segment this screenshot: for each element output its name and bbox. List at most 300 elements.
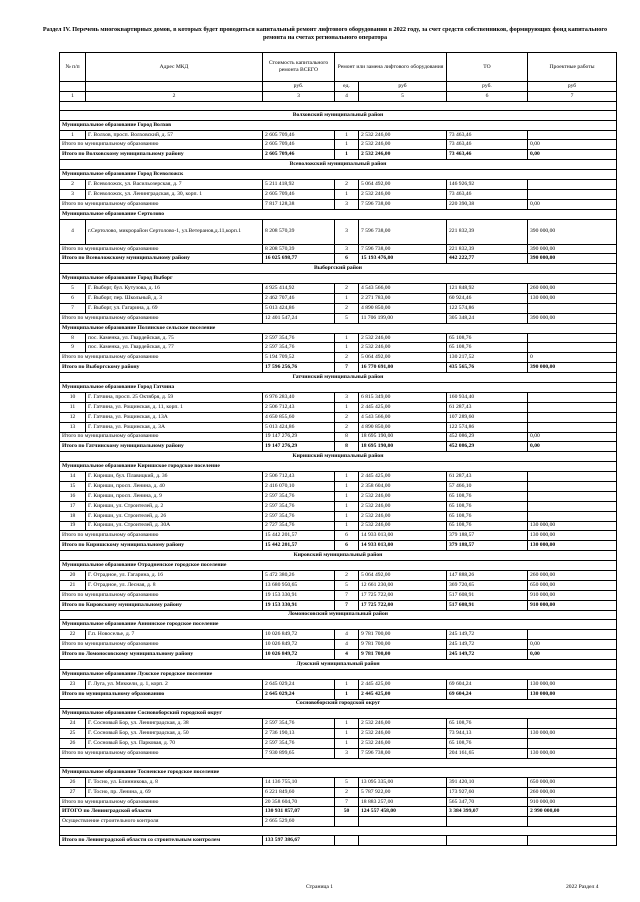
row-units: 5 xyxy=(335,580,359,590)
region-row xyxy=(60,659,617,669)
row-to: 65 108,76 xyxy=(447,739,528,749)
row-number: 15 xyxy=(60,481,86,491)
row-number: 10 xyxy=(60,392,86,402)
blank-cell xyxy=(60,827,617,836)
table-row xyxy=(60,180,617,190)
row-design: 260 000,00 xyxy=(528,284,617,294)
region-name: Киришский муниципальный район xyxy=(60,452,617,462)
row-design xyxy=(528,180,617,190)
total-row xyxy=(60,817,617,827)
row-number: 6 xyxy=(60,294,86,304)
total-cost: 8 208 570,39 xyxy=(263,244,335,254)
table-row xyxy=(60,130,617,140)
row-number: 5 xyxy=(60,284,86,294)
total-cost: 19 147 276,29 xyxy=(263,432,335,442)
total-to: 220 390,38 xyxy=(447,199,528,209)
total-to: 221 832,39 xyxy=(447,244,528,254)
total-row xyxy=(60,650,617,660)
total-to: 69 604,24 xyxy=(447,689,528,699)
total-units: 3 xyxy=(335,749,359,759)
municipality-name: Муниципальное образование Тосненское городское поселение xyxy=(60,767,617,777)
row-to: 121 848,92 xyxy=(447,284,528,294)
row-design xyxy=(528,511,617,521)
total-row xyxy=(60,140,617,150)
total-to: 245 149,72 xyxy=(447,650,528,660)
row-design xyxy=(528,501,617,511)
total-to xyxy=(447,817,528,827)
total-row xyxy=(60,313,617,323)
table-row xyxy=(60,777,617,787)
row-lift: 2 532 246,00 xyxy=(359,130,447,140)
total-lift: 17 725 722,00 xyxy=(359,600,447,610)
municipality-row xyxy=(60,383,617,393)
region-name: Кировский муниципальный район xyxy=(60,551,617,561)
total-cost: 2 605 709,46 xyxy=(263,140,335,150)
total-design: 130 000,00 xyxy=(528,689,617,699)
table-row xyxy=(60,729,617,739)
row-number: 13 xyxy=(60,422,86,432)
table-row xyxy=(60,501,617,511)
row-lift: 2 445 425,00 xyxy=(359,472,447,482)
row-cost: 14 136 755,10 xyxy=(263,777,335,787)
header-num: № п/п xyxy=(60,53,86,82)
total-units: 1 xyxy=(335,140,359,150)
total-row xyxy=(60,689,617,699)
row-to: 57 466,10 xyxy=(447,481,528,491)
row-lift: 2 532 246,00 xyxy=(359,501,447,511)
row-cost: 2 605 709,46 xyxy=(263,189,335,199)
row-lift: 2 532 246,00 xyxy=(359,719,447,729)
row-address: Г. Тосно, ул. Блинникова, д. 8 xyxy=(86,777,263,787)
row-lift: 2 532 246,00 xyxy=(359,739,447,749)
col-number: 4 xyxy=(335,91,359,101)
total-to: 73 463,46 xyxy=(447,150,528,160)
row-to: 69 604,24 xyxy=(447,679,528,689)
row-cost: 2 506 712,43 xyxy=(263,402,335,412)
total-label: Итого по муниципальному образованию xyxy=(60,199,263,209)
row-lift: 5 064 492,00 xyxy=(359,180,447,190)
municipality-name: Муниципальное образование Аннинское городское поселение xyxy=(60,620,617,630)
total-row xyxy=(60,531,617,541)
region-name: Сосновоборский городской округ xyxy=(60,699,617,709)
row-lift: 2 532 246,00 xyxy=(359,343,447,353)
total-cost: 12 401 547,24 xyxy=(263,313,335,323)
row-cost: 6 976 283,40 xyxy=(263,392,335,402)
total-label: Итого по Киришскому муниципальному району xyxy=(60,541,263,551)
row-cost: 4 650 855,60 xyxy=(263,412,335,422)
row-cost: 13 680 950,65 xyxy=(263,580,335,590)
municipality-name: Муниципальное образование Сертолово xyxy=(60,209,617,219)
row-design: 650 000,00 xyxy=(528,580,617,590)
row-design xyxy=(528,130,617,140)
unit-cell xyxy=(86,82,263,92)
municipality-name: Муниципальное образование Сосновоборский городской округ xyxy=(60,709,617,719)
blank-row xyxy=(60,827,617,836)
municipality-row xyxy=(60,323,617,333)
row-units: 1 xyxy=(335,719,359,729)
total-label: Осуществление строительного контроля xyxy=(60,817,263,827)
row-lift: 5 064 492,00 xyxy=(359,570,447,580)
row-number: 26 xyxy=(60,739,86,749)
total-design: 0,00 xyxy=(528,640,617,650)
row-address: Г. Всеволожск, ул. Васильозерская, д. 7 xyxy=(86,180,263,190)
total-label: Итого по Кировскому муниципальному району xyxy=(60,600,263,610)
row-units: 1 xyxy=(335,729,359,739)
row-lift: 2 445 425,00 xyxy=(359,402,447,412)
row-units: 1 xyxy=(335,521,359,531)
row-number: 9 xyxy=(60,343,86,353)
row-cost: 5 211 418,92 xyxy=(263,180,335,190)
row-units: 1 xyxy=(335,343,359,353)
total-row xyxy=(60,600,617,610)
table-row xyxy=(60,719,617,729)
row-address: Г. Сосновый Бор, ул. Парковая, д. 70 xyxy=(86,739,263,749)
total-cost: 15 442 201,57 xyxy=(263,541,335,551)
region-name: Всеволожский муниципальный район xyxy=(60,160,617,170)
row-lift: 2 271 783,00 xyxy=(359,294,447,304)
row-design: 130 000,00 xyxy=(528,521,617,531)
row-units: 1 xyxy=(335,130,359,140)
total-label: Итого по Гатчинскому муниципальному району xyxy=(60,442,263,452)
total-design: 0,00 xyxy=(528,140,617,150)
table-row xyxy=(60,570,617,580)
total-units: 7 xyxy=(335,590,359,600)
total-row xyxy=(60,363,617,373)
municipality-name: Муниципальное образование Полянское сельское поселение xyxy=(60,323,617,333)
total-cost: 20 358 604,70 xyxy=(263,797,335,807)
row-address: Г. Сосновый Бор, ул. Ленинградская, д. 50 xyxy=(86,729,263,739)
total-units: 5 xyxy=(335,313,359,323)
total-units: 6 xyxy=(335,254,359,264)
header-address: Адрес МКД xyxy=(86,53,263,82)
region-row xyxy=(60,699,617,709)
row-units: 1 xyxy=(335,739,359,749)
total-design: 390 000,00 xyxy=(528,254,617,264)
total-design: 390 000,00 xyxy=(528,244,617,254)
total-cost: 2 645 029,24 xyxy=(263,689,335,699)
row-units: 1 xyxy=(335,501,359,511)
total-units: 7 xyxy=(335,363,359,373)
row-address: Г. Тосно, пр. Ленина, д. 69 xyxy=(86,787,263,797)
total-label: Итого по муниципальному образованию xyxy=(60,640,263,650)
col-number: 1 xyxy=(60,91,86,101)
total-row xyxy=(60,640,617,650)
row-number: 14 xyxy=(60,472,86,482)
row-units: 3 xyxy=(335,219,359,244)
total-cost: 2 665 529,60 xyxy=(263,817,335,827)
total-units: 3 xyxy=(335,199,359,209)
row-lift: 2 532 246,00 xyxy=(359,511,447,521)
total-cost: 19 153 330,91 xyxy=(263,600,335,610)
total-cost: 130 931 857,07 xyxy=(263,807,335,817)
row-cost: 2 597 354,76 xyxy=(263,719,335,729)
total-to xyxy=(447,836,528,846)
row-to: 73 463,46 xyxy=(447,130,528,140)
row-address: пос. Каменка, ул. Гвардейская, д. 75 xyxy=(86,333,263,343)
row-design xyxy=(528,412,617,422)
total-cost: 2 605 709,46 xyxy=(263,150,335,160)
total-units: 1 xyxy=(335,689,359,699)
row-number: 25 xyxy=(60,729,86,739)
municipality-name: Муниципальное образование Город Волхов xyxy=(60,120,617,130)
row-lift: 2 532 246,00 xyxy=(359,521,447,531)
total-design xyxy=(528,836,617,846)
table-row xyxy=(60,189,617,199)
row-address: Г. Выборг, пер. Школьный, д. 3 xyxy=(86,294,263,304)
total-to: 442 222,77 xyxy=(447,254,528,264)
row-design xyxy=(528,333,617,343)
total-units: 4 xyxy=(335,650,359,660)
table-row xyxy=(60,343,617,353)
table-row xyxy=(60,521,617,531)
col-number: 2 xyxy=(86,91,263,101)
row-units: 2 xyxy=(335,284,359,294)
total-label: Итого по муниципальному образованию xyxy=(60,531,263,541)
total-label: Итого по Волховскому муниципальному району xyxy=(60,150,263,160)
total-units: 50 xyxy=(335,807,359,817)
total-design: 390 000,00 xyxy=(528,363,617,373)
unit-design: руб xyxy=(528,82,617,92)
row-design: 130 000,00 xyxy=(528,679,617,689)
table-row xyxy=(60,580,617,590)
row-units: 2 xyxy=(335,180,359,190)
row-number: 12 xyxy=(60,412,86,422)
col-number: 3 xyxy=(263,91,335,101)
row-number: 2 xyxy=(60,180,86,190)
row-lift: 4 890 850,00 xyxy=(359,422,447,432)
table-row xyxy=(60,333,617,343)
row-to: 245 149,72 xyxy=(447,630,528,640)
col-number: 7 xyxy=(528,91,617,101)
row-cost: 10 026 849,72 xyxy=(263,630,335,640)
total-row xyxy=(60,244,617,254)
total-design: 0,00 xyxy=(528,432,617,442)
total-units: 4 xyxy=(335,640,359,650)
header-to: ТО xyxy=(447,53,528,82)
total-lift: 7 596 738,00 xyxy=(359,749,447,759)
total-lift: 18 695 190,00 xyxy=(359,432,447,442)
municipality-row xyxy=(60,709,617,719)
row-design xyxy=(528,402,617,412)
total-row xyxy=(60,353,617,363)
row-cost: 4 925 414,92 xyxy=(263,284,335,294)
row-cost: 2 506 712,43 xyxy=(263,472,335,482)
unit-cost: руб. xyxy=(263,82,335,92)
region-name: Лужский муниципальный район xyxy=(60,659,617,669)
section-title: Раздел IV. Перечень многоквартирных домов, в которых будет проводиться капитальный ремонт лифтового оборудования в 2022 году, за счет средств собственников, формирующих фонд капитального ремонта на счетах регионального оператора xyxy=(42,26,608,41)
total-lift: 14 933 013,00 xyxy=(359,531,447,541)
table-row xyxy=(60,739,617,749)
total-lift: 2 532 246,00 xyxy=(359,140,447,150)
table-row xyxy=(60,679,617,689)
total-cost: 17 596 256,76 xyxy=(263,363,335,373)
total-cost: 19 147 276,29 xyxy=(263,442,335,452)
row-cost: 2 736 190,13 xyxy=(263,729,335,739)
row-to: 122 574,86 xyxy=(447,422,528,432)
row-number: 4 xyxy=(60,219,86,244)
row-cost: 2 597 354,76 xyxy=(263,491,335,501)
total-row xyxy=(60,541,617,551)
row-design: 260 000,00 xyxy=(528,787,617,797)
row-number: 27 xyxy=(60,787,86,797)
total-units: 6 xyxy=(335,531,359,541)
region-row xyxy=(60,610,617,620)
row-to: 107 289,60 xyxy=(447,412,528,422)
lift-repair-table xyxy=(59,52,617,846)
row-design: 260 000,00 xyxy=(528,570,617,580)
total-to: 379 188,57 xyxy=(447,541,528,551)
total-to: 130 217,52 xyxy=(447,353,528,363)
row-design xyxy=(528,303,617,313)
row-address: Г. Выборг, ул. Гагарина, д. 69 xyxy=(86,303,263,313)
total-units: 8 xyxy=(335,432,359,442)
row-lift: 4 543 566,00 xyxy=(359,284,447,294)
header-design: Проектные работы xyxy=(528,53,617,82)
total-label: ИТОГО по Ленинградской области xyxy=(60,807,263,817)
municipality-row xyxy=(60,462,617,472)
total-design: 130 000,00 xyxy=(528,749,617,759)
row-number: 23 xyxy=(60,679,86,689)
row-cost: 8 208 570,39 xyxy=(263,219,335,244)
table-row xyxy=(60,472,617,482)
total-units: 7 xyxy=(335,600,359,610)
row-cost: 2 645 029,24 xyxy=(263,679,335,689)
table-row xyxy=(60,412,617,422)
total-label: Итого по муниципальному образованию xyxy=(60,590,263,600)
row-address: Г. Волхов, просп. Волховский, д. 57 xyxy=(86,130,263,140)
table-header xyxy=(60,53,617,102)
total-lift: 18 695 190,00 xyxy=(359,442,447,452)
row-units: 1 xyxy=(335,294,359,304)
total-lift: 2 532 246,00 xyxy=(359,150,447,160)
total-to: 435 565,76 xyxy=(447,363,528,373)
municipality-row xyxy=(60,274,617,284)
region-row xyxy=(60,110,617,120)
row-lift: 2 445 425,00 xyxy=(359,679,447,689)
total-to: 452 086,29 xyxy=(447,442,528,452)
total-cost: 5 194 709,52 xyxy=(263,353,335,363)
row-address: Г. Гатчина, ул. Рощинская, д. 3А xyxy=(86,422,263,432)
row-lift: 4 890 850,00 xyxy=(359,303,447,313)
row-units: 3 xyxy=(335,392,359,402)
total-cost: 7 930 899,65 xyxy=(263,749,335,759)
row-address: Г. Сосновый Бор, ул. Ленинградская, д. 38 xyxy=(86,719,263,729)
total-label: Итого по муниципальному образованию xyxy=(60,313,263,323)
total-label: Итого по муниципальному образованию xyxy=(60,689,263,699)
row-address: пос. Каменка, ул. Гвардейская, д. 77 xyxy=(86,343,263,353)
total-design: 910 000,00 xyxy=(528,590,617,600)
total-to: 305 348,24 xyxy=(447,313,528,323)
row-to: 160 934,40 xyxy=(447,392,528,402)
section-label: 2022 Раздел 4 xyxy=(566,884,599,890)
row-to: 391 420,10 xyxy=(447,777,528,787)
total-lift: 9 781 700,00 xyxy=(359,640,447,650)
municipality-name: Муниципальное образование Город Всеволожск xyxy=(60,170,617,180)
row-design: 130 000,00 xyxy=(528,729,617,739)
row-units: 2 xyxy=(335,303,359,313)
row-number: 16 xyxy=(60,491,86,501)
total-label: Итого по муниципальному образованию xyxy=(60,797,263,807)
row-units: 1 xyxy=(335,333,359,343)
row-number: 26 xyxy=(60,777,86,787)
row-lift: 2 532 246,00 xyxy=(359,491,447,501)
total-design: 0,00 xyxy=(528,150,617,160)
total-lift: 9 781 700,00 xyxy=(359,650,447,660)
row-to: 65 108,76 xyxy=(447,719,528,729)
row-lift: 6 815 349,00 xyxy=(359,392,447,402)
row-lift: 9 781 700,00 xyxy=(359,630,447,640)
row-number: 7 xyxy=(60,303,86,313)
total-lift: 15 193 476,00 xyxy=(359,254,447,264)
row-number: 3 xyxy=(60,189,86,199)
row-address: г.Сертолово, микрорайон Сертолово-1, ул.Ветеранов,д.11,корп.1 xyxy=(86,219,263,244)
row-to: 65 108,76 xyxy=(447,333,528,343)
total-lift: 5 064 492,00 xyxy=(359,353,447,363)
region-row xyxy=(60,373,617,383)
row-number: 20 xyxy=(60,570,86,580)
row-units: 1 xyxy=(335,481,359,491)
row-to: 65 108,76 xyxy=(447,343,528,353)
table-row xyxy=(60,402,617,412)
row-units: 2 xyxy=(335,412,359,422)
total-design xyxy=(528,817,617,827)
row-lift: 4 543 566,00 xyxy=(359,412,447,422)
total-to: 565 347,70 xyxy=(447,797,528,807)
municipality-name: Муниципальное образование Город Гатчина xyxy=(60,383,617,393)
row-number: 22 xyxy=(60,630,86,640)
col-number: 5 xyxy=(359,91,447,101)
total-design: 910 000,00 xyxy=(528,600,617,610)
row-design xyxy=(528,481,617,491)
total-lift: 11 706 199,00 xyxy=(359,313,447,323)
table-row xyxy=(60,284,617,294)
row-lift: 2 532 246,00 xyxy=(359,189,447,199)
row-cost: 2 462 707,46 xyxy=(263,294,335,304)
row-to: 61 287,43 xyxy=(447,472,528,482)
row-address: Г. Гатчина, ул. Рощинская, д. 11, корп. 1 xyxy=(86,402,263,412)
row-cost: 5 013 424,86 xyxy=(263,422,335,432)
total-label: Итого по муниципальному образованию xyxy=(60,353,263,363)
row-address: Г. Кириши, бул. Плавицкий, д. 36 xyxy=(86,472,263,482)
row-cost: 2 416 070,10 xyxy=(263,481,335,491)
row-to: 369 720,65 xyxy=(447,580,528,590)
row-design xyxy=(528,472,617,482)
row-design: 650 000,00 xyxy=(528,777,617,787)
row-address: Г. Кириши, ул. Строителей, д. 2 xyxy=(86,501,263,511)
region-row xyxy=(60,160,617,170)
row-to: 65 108,76 xyxy=(447,501,528,511)
row-cost: 2 597 354,76 xyxy=(263,739,335,749)
table-row xyxy=(60,511,617,521)
row-address: Г. Кириши, просп. Ленина, д. 40 xyxy=(86,481,263,491)
unit-cell xyxy=(60,82,86,92)
row-to: 65 108,76 xyxy=(447,491,528,501)
total-to: 3 384 399,07 xyxy=(447,807,528,817)
total-label: Итого по муниципальному образованию xyxy=(60,244,263,254)
col-number: 6 xyxy=(447,91,528,101)
total-design: 0 xyxy=(528,353,617,363)
total-design: 910 000,00 xyxy=(528,797,617,807)
total-units: 6 xyxy=(335,541,359,551)
row-to: 146 926,92 xyxy=(447,180,528,190)
total-row xyxy=(60,836,617,846)
row-cost: 2 597 354,76 xyxy=(263,501,335,511)
total-cost: 10 026 849,72 xyxy=(263,640,335,650)
total-label: Итого по муниципальному образованию xyxy=(60,749,263,759)
total-design: 0,00 xyxy=(528,650,617,660)
municipality-row xyxy=(60,669,617,679)
row-lift: 12 661 230,00 xyxy=(359,580,447,590)
